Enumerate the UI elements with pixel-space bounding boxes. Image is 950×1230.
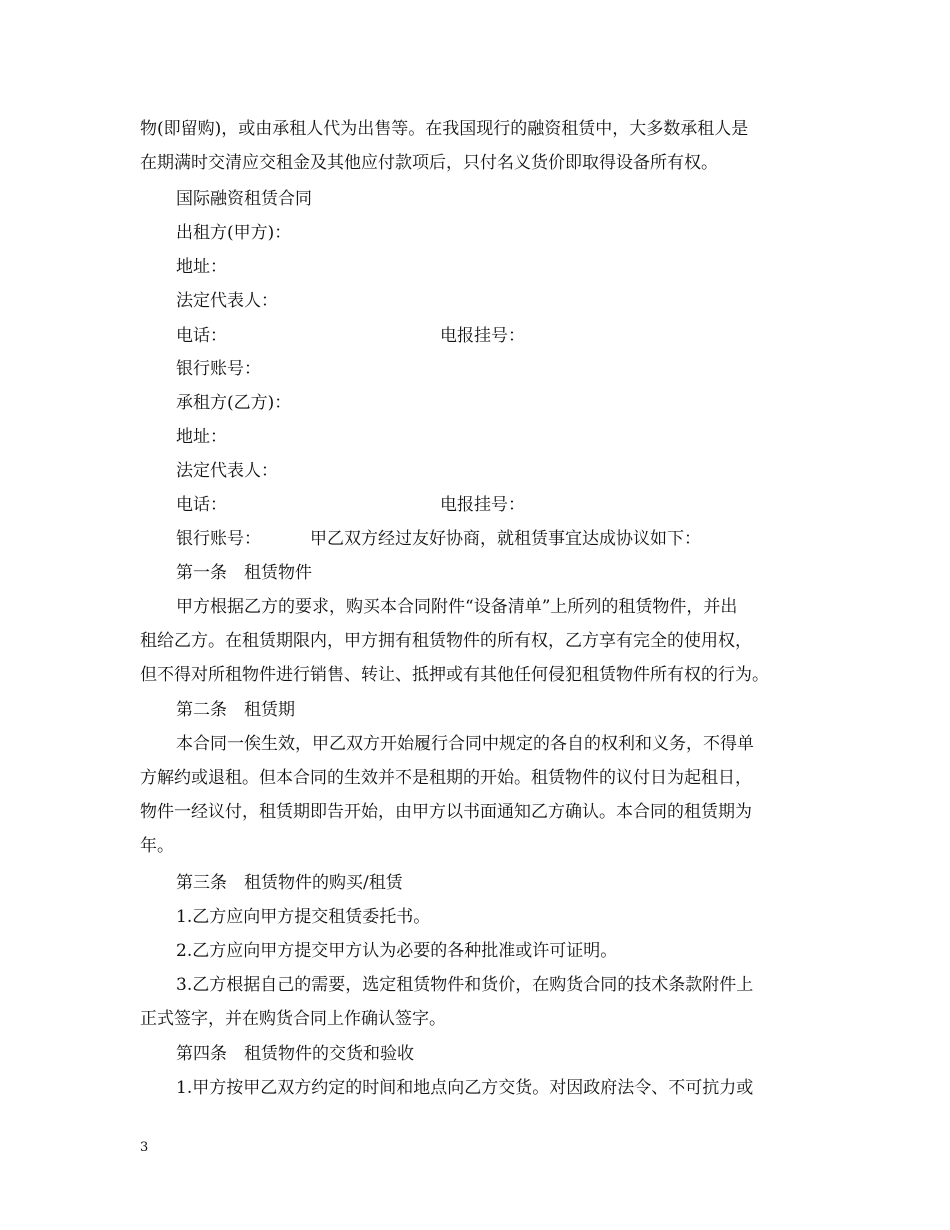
list-item: 2.乙方应向甲方提交甲方认为必要的各种批准或许可证明。 <box>176 941 618 961</box>
article-heading: 第一条 租赁物件 <box>176 563 312 583</box>
phone-label: 电话： <box>176 326 227 346</box>
page-number: 3 <box>140 1140 149 1155</box>
bank-account-label: 银行账号： <box>176 529 261 549</box>
list-item: 3.乙方根据自己的需要，选定租赁物件和货价，在购货合同的技术条款附件上 <box>176 975 754 995</box>
telegraph-label: 电报挂号： <box>440 326 525 346</box>
bank-account-label: 银行账号： <box>176 359 261 379</box>
telegraph-label: 电报挂号： <box>440 495 525 515</box>
phone-row <box>176 494 856 516</box>
contract-title: 国际融资租赁合同 <box>176 189 312 209</box>
address-label: 地址： <box>176 257 227 277</box>
article-heading: 第二条 租赁期 <box>176 700 295 720</box>
text-line: 物件一经议付，租赁期即告开始，由甲方以书面通知乙方确认。本合同的租赁期为 <box>140 802 752 822</box>
text-line: 物(即留购)，或由承租人代为出售等。在我国现行的融资租赁中，大多数承租人是 <box>140 119 749 139</box>
text-line: 年。 <box>140 836 174 856</box>
text-line: 方解约或退租。但本合同的生效并不是租期的开始。租赁物件的议付日为起租日， <box>140 768 752 788</box>
bank-account-row <box>176 528 856 550</box>
article-heading: 第四条 租赁物件的交货和验收 <box>176 1044 414 1064</box>
phone-label: 电话： <box>176 495 227 515</box>
text-line: 甲方根据乙方的要求，购买本合同附件“设备清单”上所列的租赁物件，并出 <box>176 597 738 617</box>
text-line: 但不得对所租物件进行销售、转让、抵押或有其他任何侵犯租赁物件所有权的行为。 <box>140 665 769 685</box>
lessor-label: 出租方(甲方)： <box>176 223 292 243</box>
phone-row <box>176 325 856 347</box>
text-line: 正式签字，并在购货合同上作确认签字。 <box>140 1009 446 1029</box>
list-item: 1.乙方应向甲方提交租赁委托书。 <box>176 907 431 927</box>
list-item: 1.甲方按甲乙双方约定的时间和地点向乙方交货。对因政府法令、不可抗力或 <box>176 1078 754 1098</box>
lessee-label: 承租方(乙方)： <box>176 393 292 413</box>
legal-rep-label: 法定代表人： <box>176 291 278 311</box>
address-label: 地址： <box>176 427 227 447</box>
text-line: 在期满时交清应交租金及其他应付款项后，只付名义货价即取得设备所有权。 <box>140 153 718 173</box>
article-heading: 第三条 租赁物件的购买/租赁 <box>176 873 403 893</box>
legal-rep-label: 法定代表人： <box>176 461 278 481</box>
text-line: 租给乙方。在租赁期限内，甲方拥有租赁物件的所有权，乙方享有完全的使用权， <box>140 631 752 651</box>
text-line: 本合同一俟生效，甲乙双方开始履行合同中规定的各自的权利和义务，不得单 <box>176 734 754 754</box>
agreement-intro: 甲乙双方经过友好协商，就租赁事宜达成协议如下： <box>310 529 701 549</box>
